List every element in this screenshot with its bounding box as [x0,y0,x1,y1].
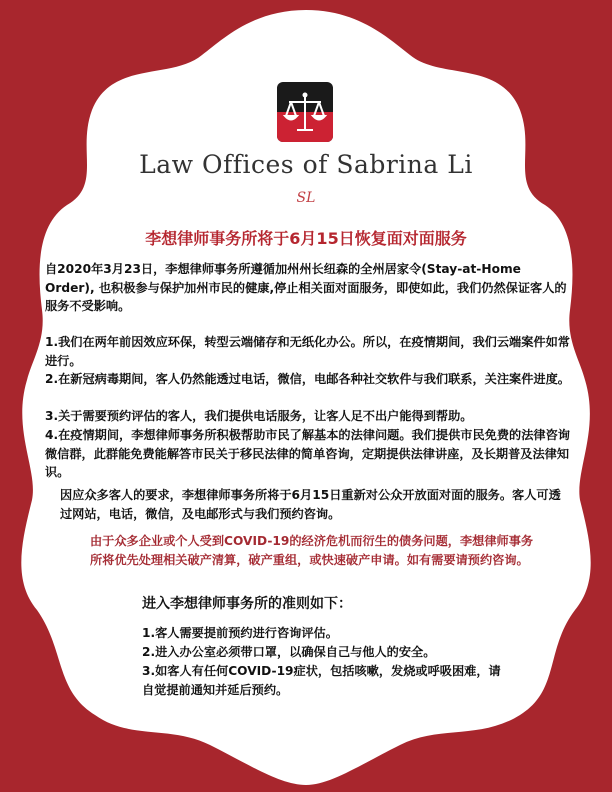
guideline-3: 3.如客人有任何COVID-19症状，包括咳嗽，发烧或呼吸困难，请自觉提前通知并延后预约。 [142,664,501,697]
debt-notice: 由于众多企业或个人受到COVID-19的经济危机而衍生的债务问题，李想律师事务所将优先处理相关破产清算，破产重组，或快速破产申请。如有需要请预约咨询。 [90,534,534,567]
guideline-2: 2.进入办公室必须带口罩，以确保自己与他人的安全。 [142,645,436,659]
guidelines-title: 进入李想律师事务所的准则如下： [142,596,352,612]
firm-initials: SL [296,190,316,206]
point-2: 2.在新冠病毒期间，客人仍然能透过电话，微信，电邮各种社交软件与我们联系，关注案件进度。 [45,372,570,386]
scales-of-justice-icon [277,82,333,142]
guideline-1: 1.客人需要提前预约进行咨询评估。 [142,626,338,640]
reopen-paragraph: 因应众多客人的要求，李想律师事务所将于6月15日重新对公众开放面对面的服务。客人可透过网站，电话，微信，及电邮形式与我们预约咨询。 [60,488,561,521]
point-3: 3.关于需要预约评估的客人，我们提供电话服务，让客人足不出户能得到帮助。 [45,409,473,423]
firm-name: Law Offices of Sabrina Li [139,150,473,179]
point-1: 1.我们在两年前因效应环保，转型云端储存和无纸化办公。所以，在疫情期间，我们云端案件如常进行。 [45,335,570,368]
intro-paragraph: 自2020年3月23日，李想律师事务所遵循加州州长纽森的全州居家令(Stay-at-Home Order), 也积极参与保护加州市民的健康,停止相关面对面服务，即使如此，我们仍然保证客人的服务不受影响。 [45,262,567,313]
point-4: 4.在疫情期间，李想律师事务所积极帮助市民了解基本的法律问题。我们提供市民免费的法律咨询微信群，此群能免费能解答市民关于移民法律的简单咨询，定期提供法律讲座，及长期普及法律知识。 [45,428,570,479]
firm-logo [277,82,333,142]
headline: 李想律师事务所将于6月15日恢复面对面服务 [145,229,467,248]
